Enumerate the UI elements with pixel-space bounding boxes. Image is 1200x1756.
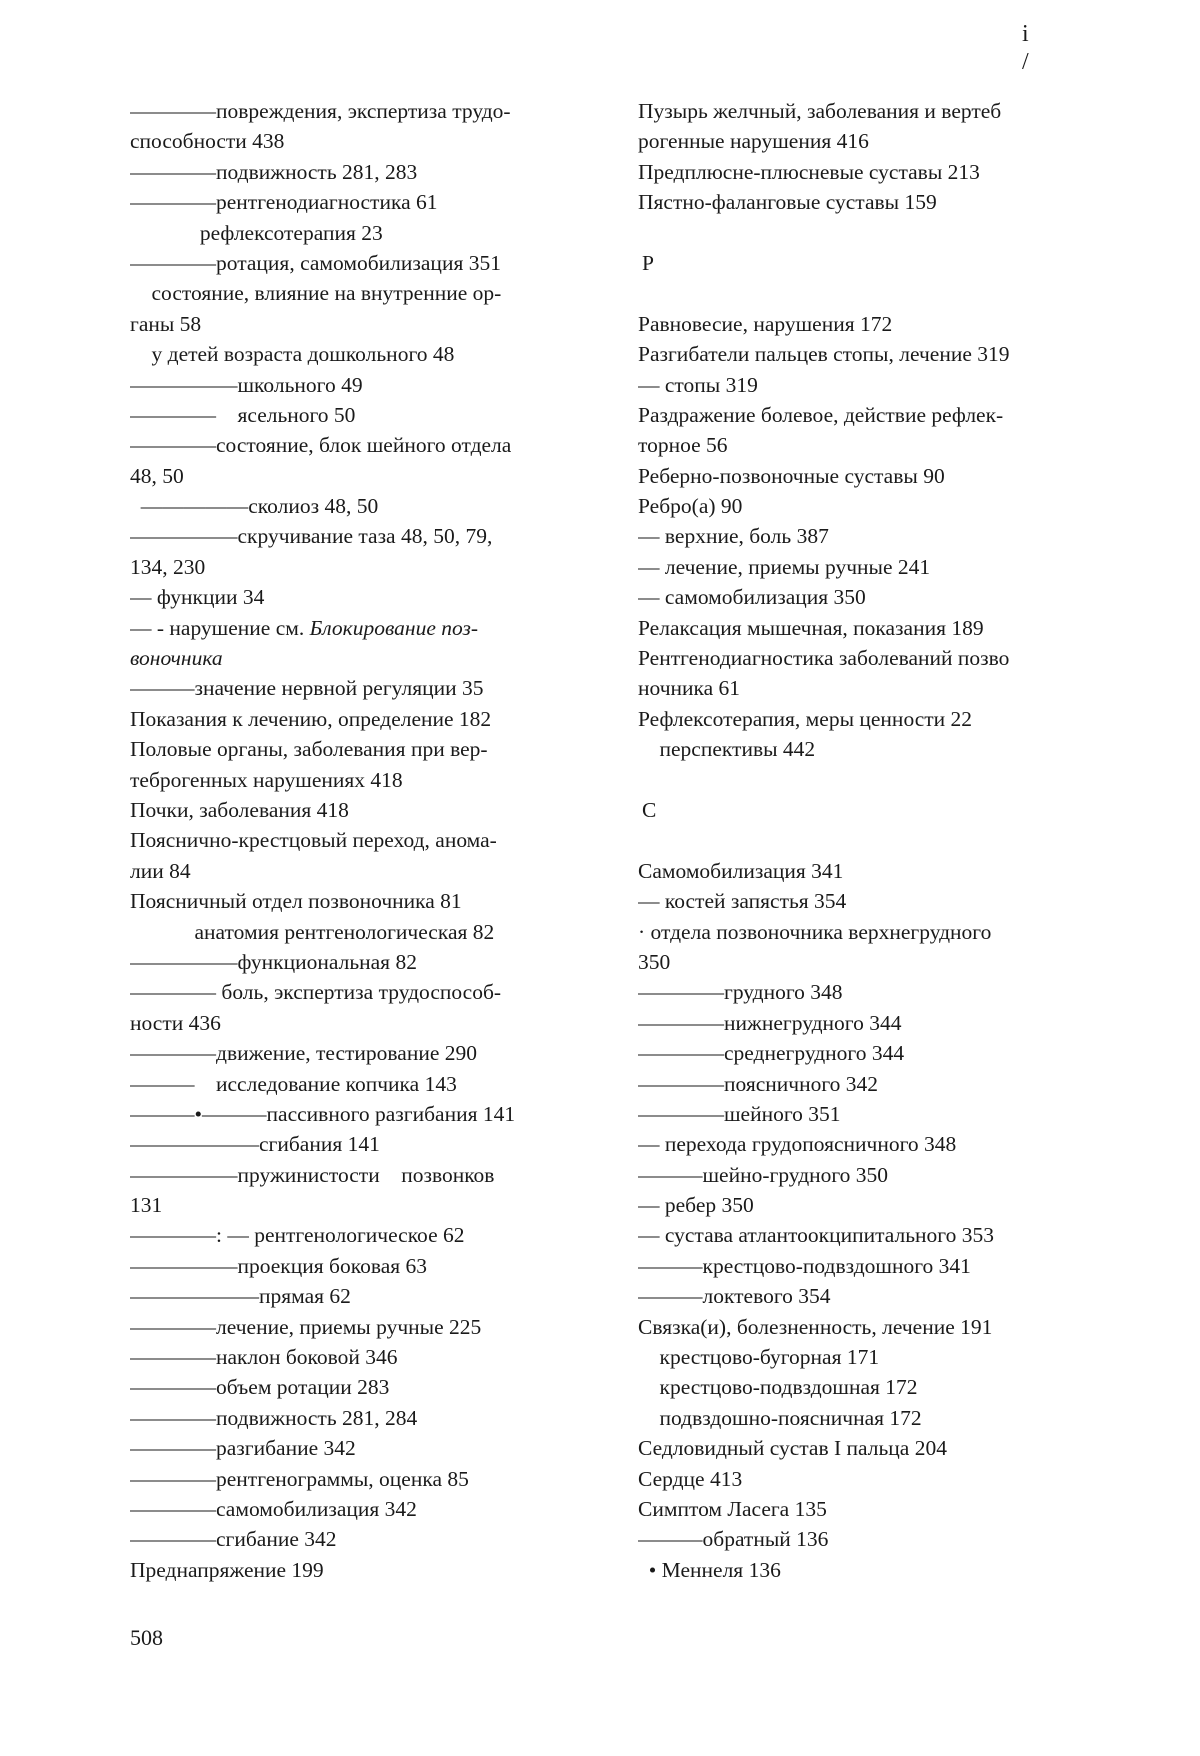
corner-mark: i /: [1022, 21, 1029, 75]
index-entry-line: [638, 370, 1108, 400]
index-entry-text: Релаксация мышечная, показания 189: [638, 615, 984, 640]
index-entry-line: [638, 1129, 1108, 1159]
index-entry-line: [130, 521, 600, 551]
index-entry-text: ————сгибание 342: [130, 1527, 337, 1552]
index-entry-text: —————скручивание таза 48, 50, 79,: [130, 524, 493, 549]
index-entry-text: Сердце 413: [638, 1466, 743, 1491]
index-entry-text: 131: [130, 1193, 163, 1218]
index-entry-line: [130, 552, 600, 582]
page-number: 508: [130, 1625, 163, 1650]
index-entry-text: Пястно-фаланговые суставы 159: [638, 190, 937, 215]
index-entry-line: [638, 1038, 1108, 1068]
index-entry-text: ———значение нервной регуляции 35: [130, 676, 484, 701]
index-entry-line: [130, 248, 600, 278]
index-entry-text: ———локтевого 354: [638, 1284, 831, 1309]
index-entry-text: ———— ясельного 50: [130, 402, 356, 427]
index-entry-text: 350: [638, 949, 671, 974]
index-entry-text: Пузырь желчный, заболевания и вертеб: [638, 99, 1002, 123]
index-entry-text: торное 56: [638, 433, 728, 458]
index-entry-text: ———крестцово-подвздошного 341: [638, 1253, 971, 1278]
index-entry-text: ————повреждения, экспертиза трудо-: [130, 99, 511, 123]
index-entry-text: ности 436: [130, 1010, 221, 1035]
index-entry-line: [638, 947, 1108, 977]
index-entry-text: рефлексотерапия 23: [130, 220, 383, 245]
index-entry-text: состояние, влияние на внутренние ор-: [130, 281, 502, 306]
index-entry-text: — верхние, боль 387: [638, 524, 829, 549]
index-entry-text: ————грудного 348: [638, 980, 843, 1005]
index-entry-line: [638, 309, 1108, 339]
index-entry-text: подвздошно-поясничная 172: [638, 1405, 922, 1430]
index-entry-line: [638, 1220, 1108, 1250]
index-cross-reference: Блокирование поз-: [309, 615, 479, 640]
index-entry-text: ————рентгенодиагностика 61: [130, 190, 438, 215]
index-entry-line: [130, 917, 600, 947]
index-entry-text: ——————сгибания 141: [130, 1132, 380, 1157]
index-entry-line: [130, 157, 600, 187]
index-entry-line: [130, 643, 600, 673]
index-entry-text: Седловидный сустав I пальца 204: [638, 1436, 947, 1461]
index-column-right: [638, 96, 1108, 1585]
blank-line: [638, 765, 1108, 795]
section-letter: [638, 248, 1108, 278]
index-entry-line: [638, 339, 1108, 369]
index-entry-text: ночника 61: [638, 676, 741, 701]
index-entry-text: Реберно-позвоночные суставы 90: [638, 463, 945, 488]
index-entry-line: [130, 1464, 600, 1494]
index-entry-line: [130, 1372, 600, 1402]
index-entry-line: [130, 1433, 600, 1463]
index-entry-text: ———шейно-грудного 350: [638, 1162, 889, 1187]
index-entry-line: [130, 1312, 600, 1342]
index-entry-text: 48, 50: [130, 463, 184, 488]
index-entry-line: [638, 521, 1108, 551]
index-entry-text: лии 84: [130, 858, 191, 883]
index-entry-text: теброгенных нарушениях 418: [130, 767, 403, 792]
index-entry-text: — стопы 319: [638, 372, 758, 397]
index-entry-text: — - нарушение см.: [130, 615, 310, 640]
index-entry-text: ————среднегрудного 344: [638, 1041, 905, 1066]
index-entry-line: [638, 734, 1108, 764]
index-entry-text: ————разгибание 342: [130, 1436, 356, 1461]
index-entry-text: ————подвижность 281, 284: [130, 1405, 418, 1430]
index-entry-text: — сустава атлантоокципитального 353: [638, 1223, 994, 1248]
index-entry-text: Симптом Ласега 135: [638, 1496, 827, 1521]
section-letter-text: Р: [642, 250, 654, 275]
index-entry-text: ————самомобилизация 342: [130, 1496, 417, 1521]
index-entry-line: [638, 917, 1108, 947]
index-entry-line: [130, 1008, 600, 1038]
index-entry-text: Связка(и), болезненность, лечение 191: [638, 1314, 993, 1339]
index-entry-line: [638, 126, 1108, 156]
index-entry-text: —————функциональная 82: [130, 949, 417, 974]
index-entry-text: ————подвижность 281, 283: [130, 159, 418, 184]
index-entry-line: [130, 673, 600, 703]
index-entry-line: [638, 1372, 1108, 1402]
index-entry-text: —————пружинистости позвонков: [130, 1162, 495, 1187]
index-entry-text: — самомобилизация 350: [638, 585, 866, 610]
index-entry-line: [130, 886, 600, 916]
index-entry-line: [638, 1524, 1108, 1554]
index-entry-text: ————ротация, самомобилизация 351: [130, 250, 501, 275]
index-entry-line: [638, 856, 1108, 886]
blank-line: [638, 278, 1108, 308]
index-entry-line: [130, 1069, 600, 1099]
index-entry-line: [130, 370, 600, 400]
index-entry-line: [130, 795, 600, 825]
index-entry-text: ————шейного 351: [638, 1101, 841, 1126]
index-entry-line: [638, 1464, 1108, 1494]
index-entry-line: [638, 157, 1108, 187]
index-entry-text: крестцово-подвздошная 172: [638, 1375, 918, 1400]
index-entry-text: ————наклон боковой 346: [130, 1345, 398, 1370]
index-entry-line: [130, 400, 600, 430]
index-cross-reference: воночника: [130, 646, 223, 671]
index-entry-line: [638, 1251, 1108, 1281]
index-entry-text: ————: — рентгенологическое 62: [130, 1223, 465, 1248]
index-entry-text: —————школьного 49: [130, 372, 363, 397]
index-entry-line: [130, 1220, 600, 1250]
index-entry-text: — лечение, приемы ручные 241: [638, 554, 931, 579]
index-entry-line: [130, 1099, 600, 1129]
index-entry-line: [638, 491, 1108, 521]
index-entry-line: [130, 218, 600, 248]
index-entry-text: ————рентгенограммы, оценка 85: [130, 1466, 469, 1491]
index-entry-text: анатомия рентгенологическая 82: [130, 919, 495, 944]
index-entry-line: [638, 1312, 1108, 1342]
index-entry-text: способности 438: [130, 129, 285, 154]
index-entry-line: [130, 1160, 600, 1190]
index-entry-line: [638, 400, 1108, 430]
index-entry-line: [130, 278, 600, 308]
index-entry-line: [130, 126, 600, 156]
section-letter-text: С: [642, 797, 657, 822]
index-entry-line: [638, 187, 1108, 217]
index-entry-text: Рентгенодиагностика заболеваний позво: [638, 646, 1010, 671]
index-entry-text: ————состояние, блок шейного отдела: [130, 433, 512, 458]
index-entry-text: ———— боль, экспертиза трудоспособ-: [130, 980, 502, 1005]
index-entry-line: [130, 491, 600, 521]
index-entry-line: [638, 1069, 1108, 1099]
index-entry-line: [638, 1160, 1108, 1190]
index-entry-text: ————объем ротации 283: [130, 1375, 390, 1400]
index-entry-text: ————поясничного 342: [638, 1071, 879, 1096]
index-entry-text: ——————прямая 62: [130, 1284, 351, 1309]
index-entry-line: [130, 187, 600, 217]
blank-line: [638, 825, 1108, 855]
index-entry-line: [130, 825, 600, 855]
index-entry-line: [130, 734, 600, 764]
index-entry-line: [638, 643, 1108, 673]
index-entry-line: [130, 1403, 600, 1433]
index-entry-line: [130, 977, 600, 1007]
index-entry-text: Предплюсне-плюсневые суставы 213: [638, 159, 980, 184]
index-entry-line: [130, 1190, 600, 1220]
index-entry-line: [130, 1524, 600, 1554]
index-entry-text: ———•———пассивного разгибания 141: [130, 1101, 516, 1126]
index-entry-line: [638, 1099, 1108, 1129]
index-entry-text: • Меннеля 136: [638, 1557, 781, 1582]
index-entry-line: [130, 1555, 600, 1585]
index-entry-line: [130, 461, 600, 491]
index-entry-line: [130, 1251, 600, 1281]
index-entry-text: 134, 230: [130, 554, 206, 579]
index-entry-line: [130, 96, 600, 126]
index-entry-text: Пояснично-крестцовый переход, анома-: [130, 828, 497, 853]
index-entry-text: ———обратный 136: [638, 1527, 829, 1552]
index-entry-text: рогенные нарушения 416: [638, 129, 869, 154]
index-entry-text: Преднапряжение 199: [130, 1557, 324, 1582]
index-entry-line: [638, 1008, 1108, 1038]
index-entry-line: [638, 1342, 1108, 1372]
index-entry-line: [130, 1342, 600, 1372]
index-entry-line: [130, 430, 600, 460]
index-entry-line: [130, 1038, 600, 1068]
index-entry-text: у детей возраста дошкольного 48: [130, 342, 455, 367]
index-entry-text: — ребер 350: [638, 1193, 754, 1218]
index-entry-line: [130, 1494, 600, 1524]
index-entry-text: ————движение, тестирование 290: [130, 1041, 478, 1066]
index-entry-line: [638, 582, 1108, 612]
index-entry-line: [638, 704, 1108, 734]
index-entry-line: [130, 947, 600, 977]
index-entry-text: Равновесие, нарушения 172: [638, 311, 893, 336]
index-column-left: [130, 96, 600, 1585]
index-entry-text: Поясничный отдел позвоночника 81: [130, 889, 462, 914]
index-entry-text: — функции 34: [130, 585, 265, 610]
index-entry-line: [638, 977, 1108, 1007]
index-entry-line: [638, 1433, 1108, 1463]
index-entry-text: перспективы 442: [638, 737, 816, 762]
index-entry-text: Разгибатели пальцев стопы, лечение 319: [638, 342, 1010, 367]
index-entry-line: [130, 856, 600, 886]
index-entry-text: крестцово-бугорная 171: [638, 1345, 880, 1370]
index-entry-line: [130, 765, 600, 795]
index-entry-text: ————нижнегрудного 344: [638, 1010, 902, 1035]
blank-line: [638, 218, 1108, 248]
index-entry-line: [638, 461, 1108, 491]
index-entry-text: Почки, заболевания 418: [130, 797, 349, 822]
index-entry-text: Показания к лечению, определение 182: [130, 706, 492, 731]
index-entry-text: ганы 58: [130, 311, 202, 336]
index-entry-text: Раздражение болевое, действие рефлек-: [638, 402, 1004, 427]
index-entry-text: Ребро(а) 90: [638, 494, 743, 519]
index-entry-text: — костей запястья 354: [638, 889, 847, 914]
index-entry-line: [638, 1190, 1108, 1220]
index-entry-text: ——— исследование копчика 143: [130, 1071, 457, 1096]
index-entry-line: [638, 96, 1108, 126]
index-entry-line: [638, 673, 1108, 703]
index-entry-text: · отдела позвоночника верхнегрудного: [638, 919, 992, 944]
index-entry-text: Половые органы, заболевания при вер-: [130, 737, 488, 762]
index-entry-line: [130, 339, 600, 369]
index-entry-line: [638, 1555, 1108, 1585]
index-entry-line: [130, 1281, 600, 1311]
index-entry-text: ————лечение, приемы ручные 225: [130, 1314, 482, 1339]
index-entry-text: —————сколиоз 48, 50: [130, 494, 379, 519]
index-entry-text: Рефлексотерапия, меры ценности 22: [638, 706, 973, 731]
section-letter: [638, 795, 1108, 825]
index-entry-text: Самомобилизация 341: [638, 858, 844, 883]
index-entry-line: [130, 1129, 600, 1159]
index-entry-line: [130, 582, 600, 612]
index-entry-line: [638, 613, 1108, 643]
index-entry-line: [130, 309, 600, 339]
index-entry-line: [638, 1281, 1108, 1311]
index-entry-text: —————проекция боковая 63: [130, 1253, 428, 1278]
index-entry-line: [638, 1403, 1108, 1433]
index-entry-line: [130, 613, 600, 643]
index-entry-line: [638, 1494, 1108, 1524]
index-entry-text: — перехода грудопоясничного 348: [638, 1132, 957, 1157]
index-entry-line: [130, 704, 600, 734]
index-entry-line: [638, 886, 1108, 916]
index-entry-line: [638, 430, 1108, 460]
index-entry-line: [638, 552, 1108, 582]
